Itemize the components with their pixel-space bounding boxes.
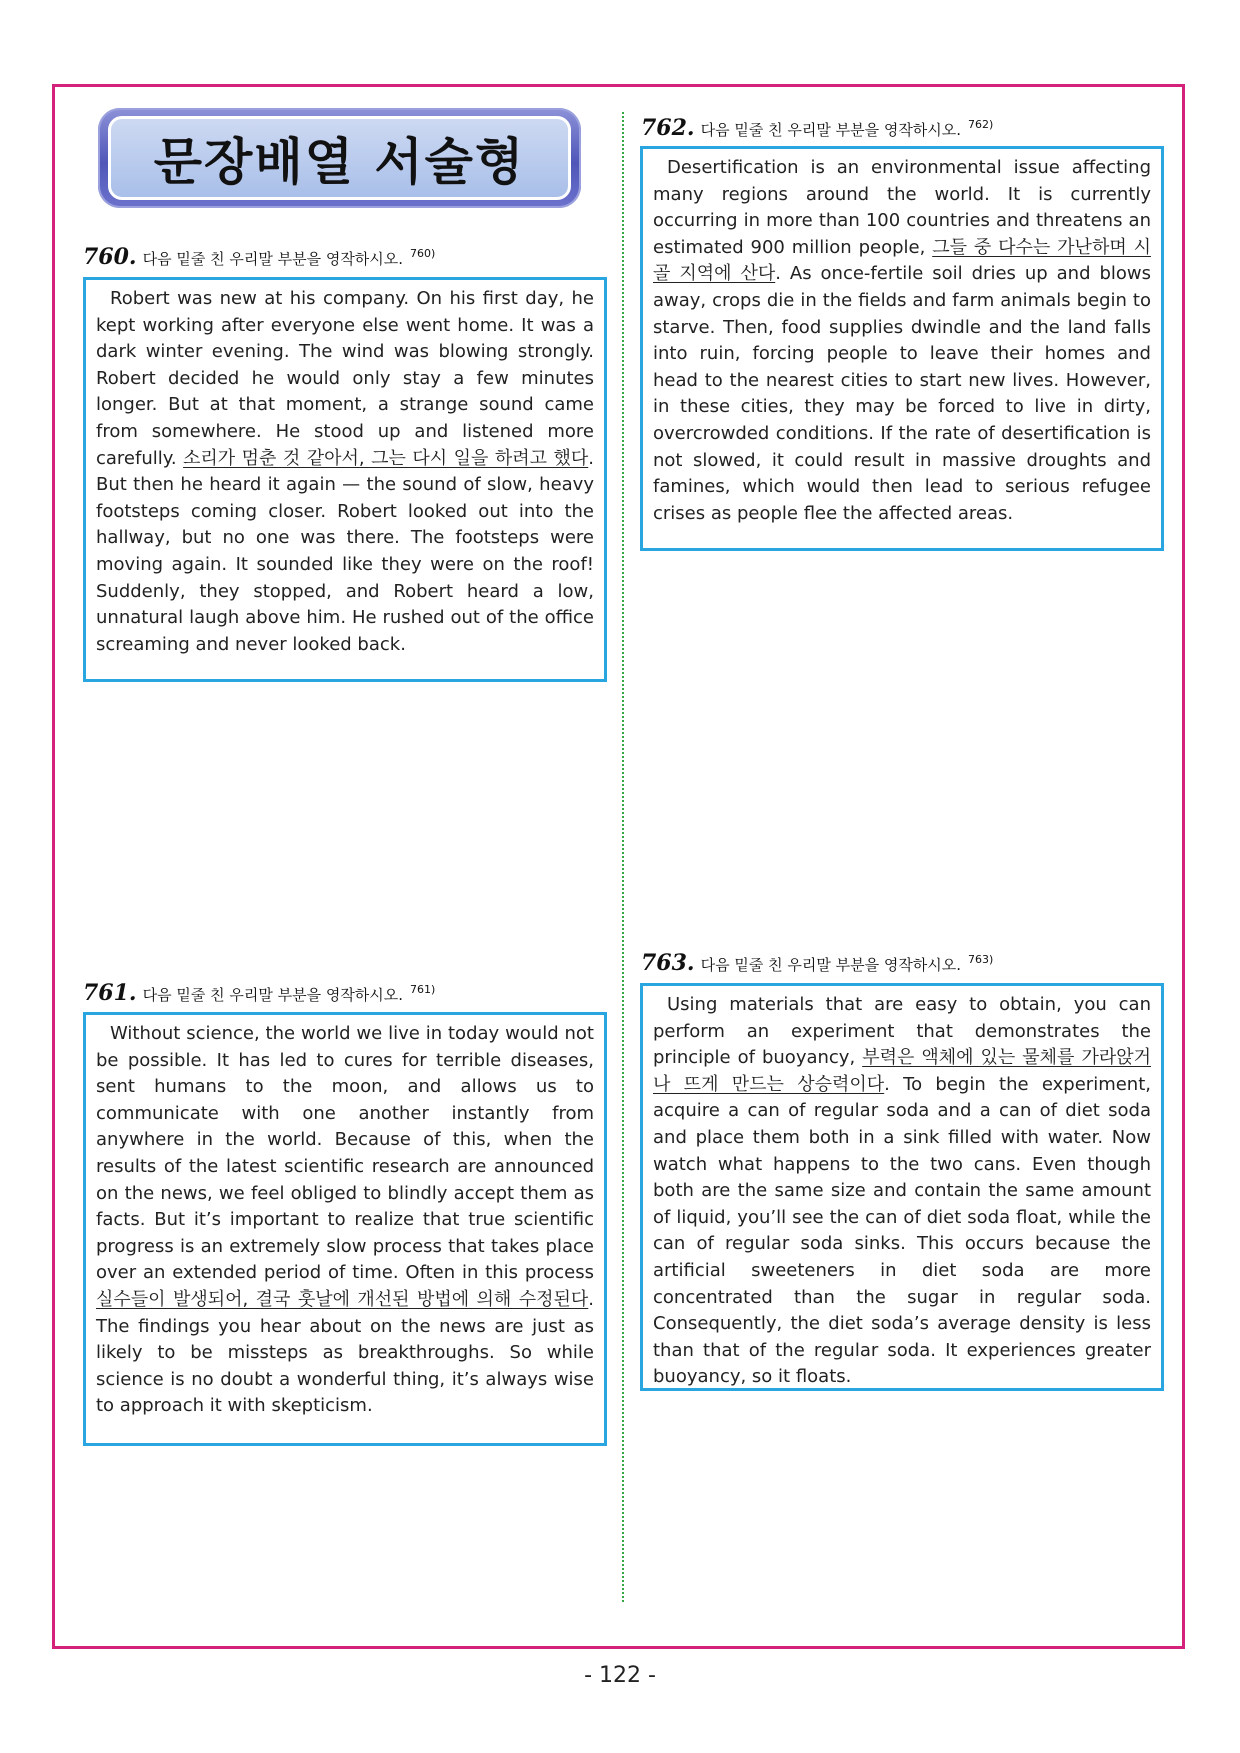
question-footnote-ref: 760): [410, 247, 436, 260]
question-instruction: 다음 밑줄 친 우리말 부분을 영작하시오.: [700, 956, 962, 974]
page-number: - 122 -: [584, 1663, 656, 1688]
question-number: 762.: [641, 115, 695, 141]
underlined-korean: 그들 중 다수는 가난하며 시골 지역에 산다: [653, 236, 1151, 285]
passage-text: [96, 286, 594, 658]
passage-text-before: Without science, the world we live in today would not be possible. It has led to cures for terrible diseases, sent humans to the moon, and allows us to communicate with one another instantly from anywhere in the world. Because of this, when the results of the latest scientific research are announced on the news, we feel obliged to blindly accept them as facts. But it’s important to realize that true scientific progress is an extremely slow process that takes place over an extended period of time. Often in this process: [96, 1023, 594, 1284]
passage-text-before: Using materials that are easy to obtain, you can perform an experiment that demonstrates the principle of buoyancy,: [653, 994, 1151, 1069]
question-passage-761: [83, 1012, 607, 1446]
passage-text: [96, 1021, 594, 1420]
section-title: 문장배열 서술형: [108, 116, 571, 200]
underlined-korean: 실수들이 발생되어, 결국 훗날에 개선된 방법에 의해 수정된다: [96, 1288, 589, 1310]
passage-text-before: Desertification is an environmental issue affecting many regions around the world. It is currently occurring in more than 100 countries and threatens an estimated 900 million people,: [653, 157, 1151, 258]
passage-text-before: Robert was new at his company. On his first day, he kept working after everyone else went home. It was a dark winter evening. The wind was blowing strongly. Robert decided he would only stay a few minutes longer. But at that moment, a strange sound came from somewhere. He stood up and listened more carefully.: [96, 288, 594, 469]
question-number: 761.: [83, 980, 137, 1006]
passage-text-after: . The findings you hear about on the news are just as likely to be missteps as breakthroughs. So while science is no doubt a wonderful thing, it’s always wise to approach it with skepticism.: [96, 1288, 594, 1417]
passage-text-after: . But then he heard it again — the sound of slow, heavy footsteps coming closer. Robert looked out into the hallway, but no one was there. The footsteps were moving again. It sounded like they were on the roof! Suddenly, they stopped, and Robert heard a low, unnatural laugh above him. He rushed out of the office screaming and never looked back.: [96, 447, 594, 655]
question-passage-762: [640, 146, 1164, 551]
passage-text: [653, 992, 1151, 1391]
question-footnote-ref: 763): [968, 953, 994, 966]
question-passage-760: [83, 277, 607, 682]
passage-text-after: . As once-fertile soil dries up and blows away, crops die in the fields and farm animals begin to starve. Then, food supplies dwindle and the land falls into ruin, forcing people to leave their homes and head to the nearest cities to start new lives. However, in these cities, they may be forced to live in dirty, overcrowded conditions. If the rate of desertification is not slowed, it could result in massive droughts and famines, which would then lead to serious refugee crises as people flee the affected areas.: [653, 263, 1151, 524]
question-footnote-ref: 761): [410, 983, 436, 996]
section-title-badge: [98, 108, 581, 208]
question-header-762: [641, 115, 993, 141]
underlined-korean: 부력은 액체에 있는 물체를 가라앉거나 뜨게 만드는 상승력이다: [653, 1047, 1151, 1095]
question-number: 763.: [641, 950, 695, 976]
question-instruction: 다음 밑줄 친 우리말 부분을 영작하시오.: [700, 121, 962, 139]
question-header-763: [641, 950, 993, 976]
question-instruction: 다음 밑줄 친 우리말 부분을 영작하시오.: [142, 250, 404, 268]
underlined-korean: 소리가 멈춘 것 같아서, 그는 다시 일을 하려고 했다: [183, 447, 589, 469]
question-footnote-ref: 762): [968, 118, 994, 131]
question-header-760: [83, 244, 435, 270]
column-divider: [622, 112, 624, 1602]
question-header-761: [83, 980, 435, 1006]
passage-text-after: . To begin the experiment, acquire a can of regular soda and a can of diet soda and place them both in a sink filled with water. Now watch what happens to the two cans. Even though both are the same size and contain the same amount of liquid, you’ll see the can of diet soda float, while the can of regular soda sinks. This occurs because the artificial sweeteners in diet soda are more concentrated than the sugar in regular soda. Consequently, the diet soda’s average density is less than that of the regular soda. It experiences greater buoyancy, so it floats.: [653, 1073, 1151, 1388]
passage-text: [653, 155, 1151, 527]
question-passage-763: [640, 983, 1164, 1391]
question-instruction: 다음 밑줄 친 우리말 부분을 영작하시오.: [142, 986, 404, 1004]
question-number: 760.: [83, 244, 137, 270]
